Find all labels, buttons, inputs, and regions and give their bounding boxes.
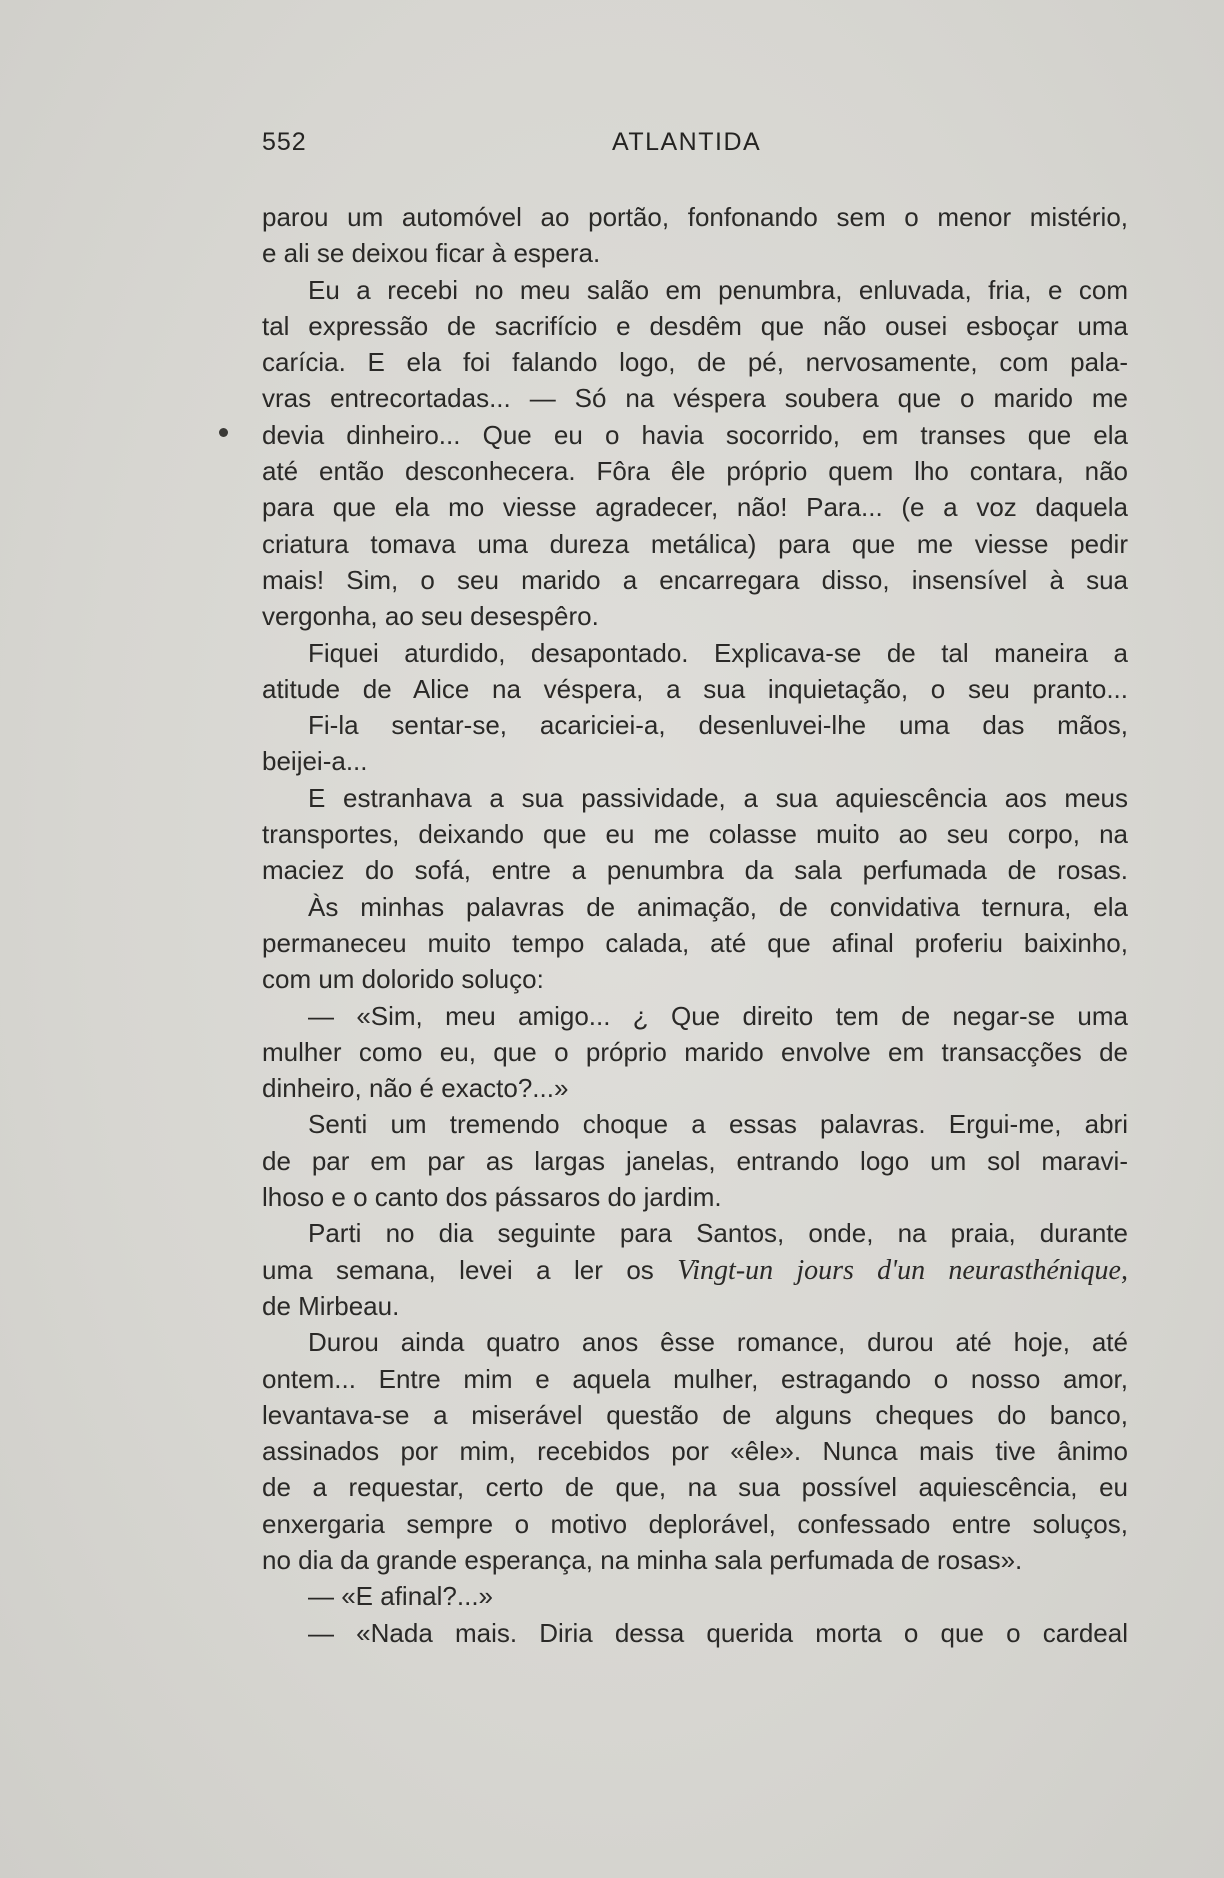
text-line: transportes, deixando que eu me colasse muito ao seu corpo, na (262, 819, 1128, 850)
text-line: Às minhas palavras de animação, de convidativa ternura, ela (308, 891, 1128, 922)
text-line: Senti um tremendo choque a essas palavras. Ergui-me, abri (308, 1109, 1128, 1140)
text-line: beijei-a... (262, 746, 368, 777)
text-line: de par em par as largas janelas, entrando logo um sol maravi- (262, 1145, 1128, 1176)
text-line: para que ela mo viesse agradecer, não! Para... (e a voz daquela (262, 492, 1128, 523)
running-title: ATLANTIDA (612, 128, 762, 156)
text-line: com um dolorido soluço: (262, 964, 544, 995)
text-line: devia dinheiro... Que eu o havia socorrido, em transes que ela (262, 419, 1128, 450)
text-line: — «E afinal?...» (308, 1581, 493, 1612)
page-header (262, 128, 1142, 168)
text-line: — «Sim, meu amigo... ¿ Que direito tem de negar-se uma (308, 1000, 1128, 1031)
text-line: Fi-la sentar-se, acariciei-a, desenluvei-lhe uma das mãos, (308, 710, 1128, 741)
text-line: E estranhava a sua passividade, a sua aquiescência aos meus (308, 782, 1128, 813)
text-segment: uma semana, levei a ler os (262, 1254, 678, 1285)
text-line: dinheiro, não é exacto?...» (262, 1073, 569, 1104)
text-line: de Mirbeau. (262, 1290, 400, 1321)
text-line: Eu a recebi no meu salão em penumbra, enluvada, fria, e com (308, 274, 1128, 305)
text-line: maciez do sofá, entre a penumbra da sala perfumada de rosas. (262, 855, 1128, 886)
text-line: permaneceu muito tempo calada, até que afinal proferiu baixinho, (262, 927, 1128, 958)
text-line: atitude de Alice na véspera, a sua inquietação, o seu pranto... (262, 673, 1128, 704)
text-line: levantava-se a miserável questão de alguns cheques do banco, (262, 1399, 1128, 1430)
text-line: e ali se deixou ficar à espera. (262, 238, 601, 269)
text-line: carícia. E ela foi falando logo, de pé, nervosamente, com pala- (262, 347, 1128, 378)
page-number: 552 (262, 128, 307, 156)
text-line: vergonha, ao seu desespêro. (262, 601, 599, 632)
text-line: Fiquei aturdido, desapontado. Explicava-se de tal maneira a (308, 637, 1128, 668)
text-line: até então desconhecera. Fôra êle próprio quem lho contara, não (262, 456, 1128, 487)
text-line: tal expressão de sacrifício e desdêm que não ousei esboçar uma (262, 310, 1128, 341)
text-line: mulher como eu, que o próprio marido envolve em transacções de (262, 1036, 1128, 1067)
text-line: lhoso e o canto dos pássaros do jardim. (262, 1182, 722, 1213)
book-title: Vingt-un jours d'un neurasthénique, (677, 1254, 1128, 1286)
text-line: — «Nada mais. Diria dessa querida morta o que o cardeal (308, 1617, 1128, 1648)
text-line: Durou ainda quatro anos êsse romance, durou até hoje, até (308, 1327, 1128, 1358)
text-line: no dia da grande esperança, na minha sala perfumada de rosas». (262, 1544, 1023, 1575)
text-line: ontem... Entre mim e aquela mulher, estragando o nosso amor, (262, 1363, 1128, 1394)
text-line: vras entrecortadas... — Só na véspera soubera que o marido me (262, 383, 1128, 414)
text-line: assinados por mim, recebidos por «êle». Nunca mais tive ânimo (262, 1436, 1128, 1467)
text-line: parou um automóvel ao portão, fonfonando sem o menor mistério, (262, 202, 1128, 232)
margin-mark (219, 428, 228, 437)
text-line: criatura tomava uma dureza metálica) para que me viesse pedir (262, 528, 1128, 559)
text-line (262, 1252, 1128, 1288)
text-line: mais! Sim, o seu marido a encarregara disso, insensível à sua (262, 564, 1128, 595)
text-line: Parti no dia seguinte para Santos, onde, na praia, durante (308, 1218, 1128, 1249)
body-text (262, 199, 1128, 1651)
text-line: de a requestar, certo de que, na sua possível aquiescência, eu (262, 1472, 1128, 1503)
text-line: enxergaria sempre o motivo deplorável, confessado entre soluços, (262, 1508, 1128, 1539)
